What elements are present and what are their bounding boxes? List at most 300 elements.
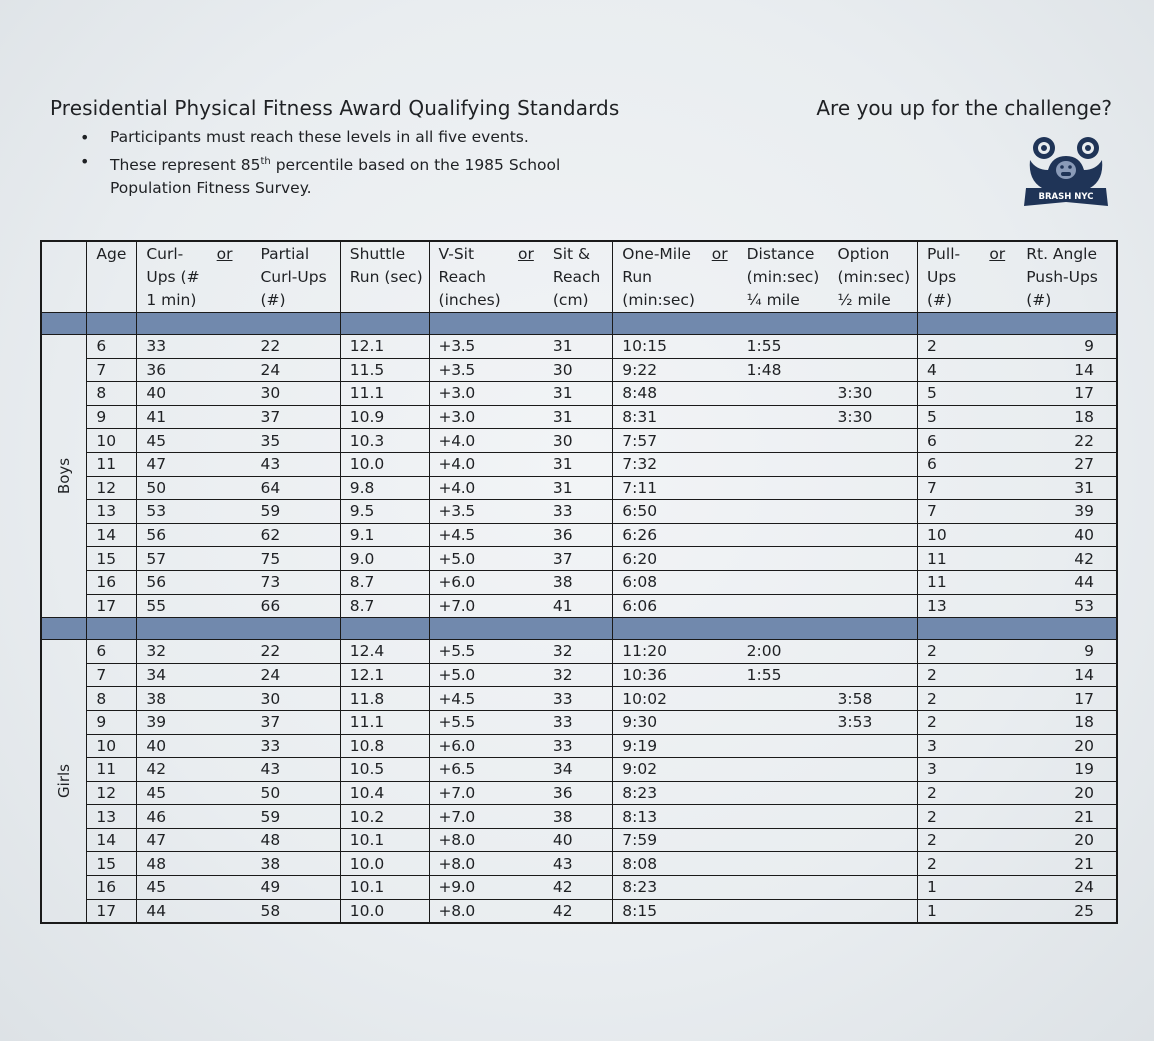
cell-option — [829, 429, 918, 453]
cell-option — [829, 805, 918, 829]
cell-one-mile-run: 7:11 — [613, 476, 738, 500]
cell-push-ups: 39 — [1017, 500, 1117, 524]
cell-one-mile-run: 8:23 — [613, 876, 738, 900]
cell-push-ups: 14 — [1017, 358, 1117, 382]
cell-shuttle-run: 12.1 — [340, 335, 429, 359]
table-row — [41, 899, 1117, 923]
cell-option — [829, 358, 918, 382]
note-text: Participants must reach these levels in all five events. — [110, 128, 529, 146]
cell-v-sit: +3.0 — [429, 382, 544, 406]
col-partial-curl-ups: Partial Curl-Ups (#) — [260, 245, 327, 309]
cell-v-sit: +6.5 — [429, 758, 544, 782]
cell-distance — [738, 500, 829, 524]
cell-push-ups: 44 — [1017, 570, 1117, 594]
table-row — [41, 358, 1117, 382]
cell-pull-ups: 3 — [917, 758, 1017, 782]
cell-curl-ups: 50 — [137, 476, 252, 500]
logo-text: BRASH NYC — [1038, 192, 1094, 202]
cell-sit-reach: 36 — [544, 523, 613, 547]
cell-shuttle-run: 9.0 — [340, 547, 429, 571]
cell-distance — [738, 758, 829, 782]
cell-distance — [738, 382, 829, 406]
cell-sit-reach: 43 — [544, 852, 613, 876]
cell-distance — [738, 828, 829, 852]
cell-one-mile-run: 6:08 — [613, 570, 738, 594]
cell-v-sit: +3.5 — [429, 500, 544, 524]
cell-partial-curl-ups: 35 — [251, 429, 340, 453]
cell-partial-curl-ups: 37 — [251, 405, 340, 429]
cell-pull-ups: 2 — [917, 852, 1017, 876]
cell-shuttle-run: 10.4 — [340, 781, 429, 805]
cell-sit-reach: 31 — [544, 476, 613, 500]
cell-partial-curl-ups: 24 — [251, 358, 340, 382]
cell-one-mile-run: 8:31 — [613, 405, 738, 429]
cell-one-mile-run: 8:15 — [613, 899, 738, 923]
cell-v-sit: +7.0 — [429, 781, 544, 805]
cell-shuttle-run: 11.8 — [340, 687, 429, 711]
cell-curl-ups: 40 — [137, 734, 252, 758]
cell-age: 8 — [87, 687, 137, 711]
table-row — [41, 687, 1117, 711]
cell-push-ups: 9 — [1017, 335, 1117, 359]
col-or: or — [711, 245, 728, 263]
cell-one-mile-run: 9:19 — [613, 734, 738, 758]
table-row — [41, 758, 1117, 782]
cell-option — [829, 663, 918, 687]
cell-age: 16 — [87, 570, 137, 594]
cell-distance: 1:48 — [738, 358, 829, 382]
col-sit-reach: Sit & Reach (cm) — [552, 245, 601, 309]
cell-shuttle-run: 11.1 — [340, 710, 429, 734]
cell-pull-ups: 2 — [917, 640, 1017, 664]
table-row — [41, 805, 1117, 829]
cell-v-sit: +8.0 — [429, 828, 544, 852]
table-row — [41, 547, 1117, 571]
cell-sit-reach: 32 — [544, 663, 613, 687]
cell-sit-reach: 31 — [544, 452, 613, 476]
cell-partial-curl-ups: 73 — [251, 570, 340, 594]
cell-shuttle-run: 10.0 — [340, 852, 429, 876]
cell-partial-curl-ups: 49 — [251, 876, 340, 900]
cell-sit-reach: 37 — [544, 547, 613, 571]
cell-sit-reach: 30 — [544, 358, 613, 382]
cell-pull-ups: 2 — [917, 687, 1017, 711]
section-separator — [41, 313, 1117, 335]
cell-pull-ups: 1 — [917, 899, 1017, 923]
cell-v-sit: +7.0 — [429, 805, 544, 829]
cell-curl-ups: 46 — [137, 805, 252, 829]
cell-partial-curl-ups: 22 — [251, 335, 340, 359]
cell-pull-ups: 1 — [917, 876, 1017, 900]
table-row — [41, 523, 1117, 547]
cell-sit-reach: 34 — [544, 758, 613, 782]
cell-option — [829, 640, 918, 664]
cell-curl-ups: 33 — [137, 335, 252, 359]
cell-distance: 1:55 — [738, 335, 829, 359]
cell-v-sit: +3.5 — [429, 335, 544, 359]
cell-age: 7 — [87, 663, 137, 687]
cell-curl-ups: 39 — [137, 710, 252, 734]
cell-shuttle-run: 10.5 — [340, 758, 429, 782]
cell-distance — [738, 594, 829, 618]
cell-sit-reach: 33 — [544, 710, 613, 734]
cell-option — [829, 335, 918, 359]
cell-sit-reach: 32 — [544, 640, 613, 664]
cell-v-sit: +3.0 — [429, 405, 544, 429]
cell-pull-ups: 11 — [917, 547, 1017, 571]
cell-one-mile-run: 7:57 — [613, 429, 738, 453]
cell-option: 3:30 — [829, 382, 918, 406]
cell-push-ups: 14 — [1017, 663, 1117, 687]
cell-age: 16 — [87, 876, 137, 900]
note-item — [80, 150, 570, 201]
cell-option — [829, 476, 918, 500]
cell-distance — [738, 429, 829, 453]
cell-curl-ups: 42 — [137, 758, 252, 782]
cell-curl-ups: 44 — [137, 899, 252, 923]
cell-shuttle-run: 8.7 — [340, 570, 429, 594]
cell-sit-reach: 33 — [544, 500, 613, 524]
cell-shuttle-run: 12.4 — [340, 640, 429, 664]
group-header — [41, 241, 87, 313]
cell-v-sit: +6.0 — [429, 570, 544, 594]
cell-shuttle-run: 10.1 — [340, 828, 429, 852]
cell-v-sit: +5.0 — [429, 663, 544, 687]
cell-pull-ups: 10 — [917, 523, 1017, 547]
col-option: Option (min:sec) ½ mile — [837, 245, 911, 309]
cell-option — [829, 500, 918, 524]
cell-distance — [738, 687, 829, 711]
cell-distance — [738, 547, 829, 571]
cell-push-ups: 19 — [1017, 758, 1117, 782]
bullet-icon: • — [80, 128, 90, 147]
table-row — [41, 781, 1117, 805]
cell-age: 8 — [87, 382, 137, 406]
cell-age: 12 — [87, 781, 137, 805]
cell-curl-ups: 45 — [137, 781, 252, 805]
col-or: or — [216, 245, 233, 263]
cell-distance — [738, 710, 829, 734]
cell-partial-curl-ups: 66 — [251, 594, 340, 618]
cell-push-ups: 20 — [1017, 781, 1117, 805]
cell-age: 17 — [87, 899, 137, 923]
cell-sit-reach: 42 — [544, 876, 613, 900]
cell-age: 17 — [87, 594, 137, 618]
cell-age: 9 — [87, 405, 137, 429]
col-one-mile-run: One-Mile Run (min:sec) — [613, 241, 703, 313]
cell-shuttle-run: 10.8 — [340, 734, 429, 758]
cell-partial-curl-ups: 58 — [251, 899, 340, 923]
bullet-icon: • — [80, 151, 90, 171]
cell-distance — [738, 805, 829, 829]
cell-v-sit: +6.0 — [429, 734, 544, 758]
cell-push-ups: 18 — [1017, 405, 1117, 429]
cell-shuttle-run: 9.1 — [340, 523, 429, 547]
cell-shuttle-run: 10.3 — [340, 429, 429, 453]
cell-v-sit: +8.0 — [429, 852, 544, 876]
cell-pull-ups: 13 — [917, 594, 1017, 618]
cell-shuttle-run: 9.5 — [340, 500, 429, 524]
cell-one-mile-run: 8:48 — [613, 382, 738, 406]
cell-sit-reach: 30 — [544, 429, 613, 453]
cell-option — [829, 899, 918, 923]
cell-shuttle-run: 9.8 — [340, 476, 429, 500]
cell-curl-ups: 41 — [137, 405, 252, 429]
cell-age: 13 — [87, 500, 137, 524]
table-row — [41, 405, 1117, 429]
cell-curl-ups: 56 — [137, 570, 252, 594]
cell-age: 11 — [87, 758, 137, 782]
cell-one-mile-run: 9:30 — [613, 710, 738, 734]
cell-curl-ups: 32 — [137, 640, 252, 664]
cell-one-mile-run: 10:36 — [613, 663, 738, 687]
cell-partial-curl-ups: 38 — [251, 852, 340, 876]
cell-pull-ups: 5 — [917, 382, 1017, 406]
col-v-sit: V-Sit Reach (inches) — [429, 241, 509, 313]
cell-pull-ups: 6 — [917, 452, 1017, 476]
cell-partial-curl-ups: 59 — [251, 805, 340, 829]
cell-sit-reach: 31 — [544, 405, 613, 429]
col-curl-ups: Curl-Ups (# 1 min) — [137, 241, 208, 313]
cell-one-mile-run: 8:13 — [613, 805, 738, 829]
cell-age: 11 — [87, 452, 137, 476]
brash-nyc-logo — [1022, 130, 1110, 210]
cell-partial-curl-ups: 43 — [251, 452, 340, 476]
cell-one-mile-run: 6:26 — [613, 523, 738, 547]
cell-curl-ups: 34 — [137, 663, 252, 687]
cell-curl-ups: 57 — [137, 547, 252, 571]
cell-shuttle-run: 10.2 — [340, 805, 429, 829]
tagline: Are you up for the challenge? — [816, 96, 1112, 120]
cell-pull-ups: 2 — [917, 828, 1017, 852]
cell-sit-reach: 40 — [544, 828, 613, 852]
table-row — [41, 852, 1117, 876]
cell-distance — [738, 852, 829, 876]
cell-shuttle-run: 12.1 — [340, 663, 429, 687]
note-text: These represent 85th percentile based on the 1985 School Population Fitness Survey. — [110, 155, 561, 198]
cell-age: 15 — [87, 852, 137, 876]
cell-pull-ups: 4 — [917, 358, 1017, 382]
cell-one-mile-run: 9:22 — [613, 358, 738, 382]
cell-shuttle-run: 11.5 — [340, 358, 429, 382]
cell-age: 15 — [87, 547, 137, 571]
cell-partial-curl-ups: 64 — [251, 476, 340, 500]
cell-distance: 2:00 — [738, 640, 829, 664]
cell-curl-ups: 47 — [137, 452, 252, 476]
cell-distance — [738, 570, 829, 594]
cell-option — [829, 852, 918, 876]
cell-option — [829, 734, 918, 758]
cell-shuttle-run: 10.0 — [340, 452, 429, 476]
cell-distance — [738, 476, 829, 500]
cell-shuttle-run: 11.1 — [340, 382, 429, 406]
cell-option — [829, 876, 918, 900]
cell-curl-ups: 36 — [137, 358, 252, 382]
cell-v-sit: +4.0 — [429, 476, 544, 500]
cell-sit-reach: 41 — [544, 594, 613, 618]
cell-sit-reach: 42 — [544, 899, 613, 923]
cell-age: 7 — [87, 358, 137, 382]
cell-one-mile-run: 8:08 — [613, 852, 738, 876]
cell-pull-ups: 3 — [917, 734, 1017, 758]
cell-push-ups: 21 — [1017, 805, 1117, 829]
cell-v-sit: +5.5 — [429, 640, 544, 664]
cell-push-ups: 25 — [1017, 899, 1117, 923]
col-or: or — [989, 245, 1006, 263]
table-row — [41, 476, 1117, 500]
cell-partial-curl-ups: 75 — [251, 547, 340, 571]
cell-push-ups: 27 — [1017, 452, 1117, 476]
cell-one-mile-run: 6:06 — [613, 594, 738, 618]
cell-distance: 1:55 — [738, 663, 829, 687]
cell-curl-ups: 53 — [137, 500, 252, 524]
cell-pull-ups: 2 — [917, 805, 1017, 829]
cell-partial-curl-ups: 37 — [251, 710, 340, 734]
cell-option — [829, 570, 918, 594]
cell-shuttle-run: 10.9 — [340, 405, 429, 429]
cell-shuttle-run: 8.7 — [340, 594, 429, 618]
table-row — [41, 876, 1117, 900]
cell-partial-curl-ups: 50 — [251, 781, 340, 805]
cell-distance — [738, 876, 829, 900]
cell-partial-curl-ups: 30 — [251, 687, 340, 711]
cell-sit-reach: 31 — [544, 382, 613, 406]
cell-partial-curl-ups: 59 — [251, 500, 340, 524]
standards-table — [40, 240, 1118, 924]
cell-option — [829, 828, 918, 852]
cell-age: 6 — [87, 640, 137, 664]
table-header-row — [41, 241, 1117, 313]
cell-sit-reach: 38 — [544, 805, 613, 829]
cell-v-sit: +4.5 — [429, 687, 544, 711]
cell-option — [829, 452, 918, 476]
gorilla-weight-icon — [1030, 137, 1103, 188]
cell-pull-ups: 2 — [917, 663, 1017, 687]
cell-pull-ups: 7 — [917, 500, 1017, 524]
cell-partial-curl-ups: 22 — [251, 640, 340, 664]
cell-option: 3:30 — [829, 405, 918, 429]
cell-age: 9 — [87, 710, 137, 734]
cell-pull-ups: 2 — [917, 710, 1017, 734]
table-row — [41, 734, 1117, 758]
cell-v-sit: +7.0 — [429, 594, 544, 618]
cell-sit-reach: 36 — [544, 781, 613, 805]
cell-pull-ups: 2 — [917, 335, 1017, 359]
table-row — [41, 710, 1117, 734]
cell-age: 10 — [87, 734, 137, 758]
cell-option: 3:53 — [829, 710, 918, 734]
cell-v-sit: +4.0 — [429, 452, 544, 476]
section-separator — [41, 618, 1117, 640]
cell-v-sit: +9.0 — [429, 876, 544, 900]
cell-sit-reach: 33 — [544, 734, 613, 758]
cell-one-mile-run: 10:02 — [613, 687, 738, 711]
cell-push-ups: 40 — [1017, 523, 1117, 547]
cell-pull-ups: 7 — [917, 476, 1017, 500]
col-pull-ups: Pull-Ups (#) — [917, 241, 980, 313]
cell-distance — [738, 405, 829, 429]
cell-option — [829, 758, 918, 782]
table-row — [41, 452, 1117, 476]
cell-push-ups: 18 — [1017, 710, 1117, 734]
cell-age: 6 — [87, 335, 137, 359]
cell-sit-reach: 31 — [544, 335, 613, 359]
notes-list — [80, 126, 570, 201]
cell-one-mile-run: 10:15 — [613, 335, 738, 359]
cell-partial-curl-ups: 30 — [251, 382, 340, 406]
cell-push-ups: 42 — [1017, 547, 1117, 571]
cell-push-ups: 21 — [1017, 852, 1117, 876]
cell-distance — [738, 781, 829, 805]
cell-push-ups: 17 — [1017, 382, 1117, 406]
cell-push-ups: 53 — [1017, 594, 1117, 618]
cell-option: 3:58 — [829, 687, 918, 711]
cell-one-mile-run: 7:59 — [613, 828, 738, 852]
cell-one-mile-run: 11:20 — [613, 640, 738, 664]
cell-pull-ups: 2 — [917, 781, 1017, 805]
cell-pull-ups: 11 — [917, 570, 1017, 594]
table-row — [41, 594, 1117, 618]
table-row — [41, 663, 1117, 687]
cell-partial-curl-ups: 24 — [251, 663, 340, 687]
cell-one-mile-run: 6:50 — [613, 500, 738, 524]
cell-curl-ups: 47 — [137, 828, 252, 852]
cell-option — [829, 523, 918, 547]
table-row — [41, 429, 1117, 453]
cell-one-mile-run: 7:32 — [613, 452, 738, 476]
cell-push-ups: 31 — [1017, 476, 1117, 500]
cell-distance — [738, 523, 829, 547]
note-item — [80, 126, 570, 150]
cell-push-ups: 9 — [1017, 640, 1117, 664]
col-push-ups: Rt. Angle Push-Ups (#) — [1026, 245, 1098, 309]
cell-curl-ups: 45 — [137, 429, 252, 453]
cell-v-sit: +3.5 — [429, 358, 544, 382]
cell-partial-curl-ups: 48 — [251, 828, 340, 852]
cell-partial-curl-ups: 62 — [251, 523, 340, 547]
table-row — [41, 335, 1117, 359]
col-or: or — [517, 245, 534, 263]
cell-curl-ups: 38 — [137, 687, 252, 711]
cell-age: 12 — [87, 476, 137, 500]
cell-one-mile-run: 6:20 — [613, 547, 738, 571]
cell-age: 10 — [87, 429, 137, 453]
cell-sit-reach: 33 — [544, 687, 613, 711]
cell-v-sit: +5.5 — [429, 710, 544, 734]
cell-pull-ups: 6 — [917, 429, 1017, 453]
col-shuttle-run: Shuttle Run (sec) — [340, 241, 429, 313]
cell-option — [829, 781, 918, 805]
cell-shuttle-run: 10.0 — [340, 899, 429, 923]
cell-distance — [738, 452, 829, 476]
table-row — [41, 382, 1117, 406]
cell-option — [829, 594, 918, 618]
cell-v-sit: +8.0 — [429, 899, 544, 923]
cell-distance — [738, 899, 829, 923]
cell-age: 14 — [87, 523, 137, 547]
table-row — [41, 570, 1117, 594]
cell-option — [829, 547, 918, 571]
col-distance: Distance (min:sec) ¼ mile — [746, 245, 820, 309]
cell-partial-curl-ups: 33 — [251, 734, 340, 758]
cell-one-mile-run: 9:02 — [613, 758, 738, 782]
page-title: Presidential Physical Fitness Award Qualifying Standards — [50, 96, 620, 120]
cell-age: 14 — [87, 828, 137, 852]
cell-push-ups: 20 — [1017, 828, 1117, 852]
cell-v-sit: +4.5 — [429, 523, 544, 547]
cell-shuttle-run: 10.1 — [340, 876, 429, 900]
cell-push-ups: 17 — [1017, 687, 1117, 711]
